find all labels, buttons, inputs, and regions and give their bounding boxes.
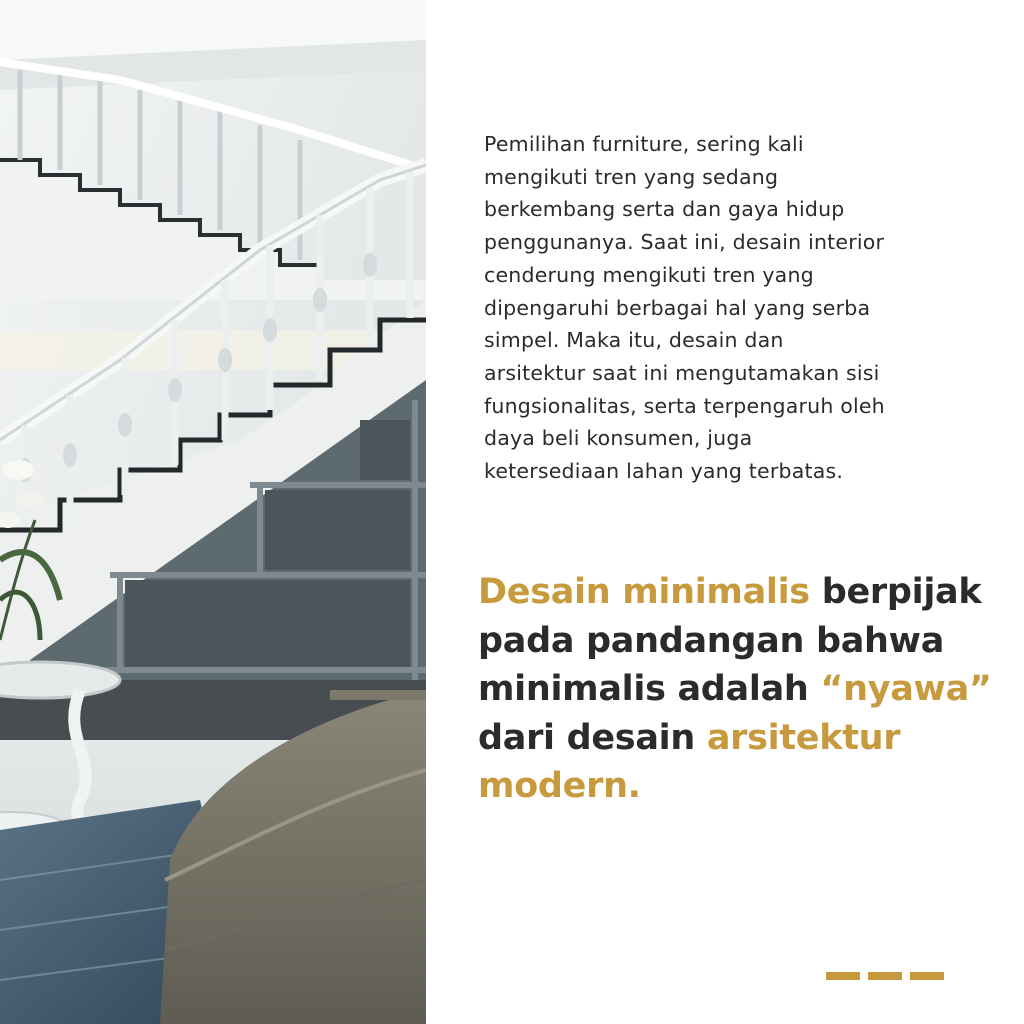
quote-text: minimalis adalah xyxy=(478,669,821,709)
quote-text: pada pandangan bahwa xyxy=(478,620,945,661)
quote-text: berpijak xyxy=(809,572,982,612)
body-line: simpel. Maka itu, desain dan xyxy=(484,328,784,353)
body-line: daya beli konsumen, juga xyxy=(484,426,753,451)
body-line: dipengaruhi berbagai hal yang serba xyxy=(484,295,871,320)
text-panel xyxy=(426,0,1024,1024)
body-line: Pemilihan furniture, sering kali xyxy=(484,132,804,156)
quote-highlight-desain-minimalis: Desain minimalis xyxy=(478,572,810,612)
body-line: penggunanya. Saat ini, desain interior xyxy=(484,230,885,255)
body-line: berkembang serta dan gaya hidup xyxy=(484,197,845,222)
body-line: mengikuti tren yang sedang xyxy=(484,164,779,189)
body-line: cenderung mengikuti tren yang xyxy=(484,262,814,287)
quote-highlight-modern: modern. xyxy=(478,766,641,806)
interior-photo xyxy=(0,0,426,1024)
quote-highlight-arsitektur: arsitektur xyxy=(706,717,901,758)
body-line: arsitektur saat ini mengutamakan sisi xyxy=(484,360,880,385)
indicator-dash xyxy=(868,972,902,980)
staircase-illustration xyxy=(0,0,426,1024)
body-paragraph xyxy=(484,128,974,488)
indicator-dash xyxy=(910,972,944,980)
pull-quote xyxy=(478,568,998,811)
page-indicator xyxy=(826,972,944,980)
quote-highlight-nyawa: “nyawa” xyxy=(820,669,992,709)
body-line: ketersediaan lahan yang terbatas. xyxy=(484,459,844,484)
indicator-dash xyxy=(826,972,860,980)
body-line: fungsionalitas, serta terpengaruh oleh xyxy=(484,393,885,418)
quote-text: dari desain xyxy=(478,717,707,758)
